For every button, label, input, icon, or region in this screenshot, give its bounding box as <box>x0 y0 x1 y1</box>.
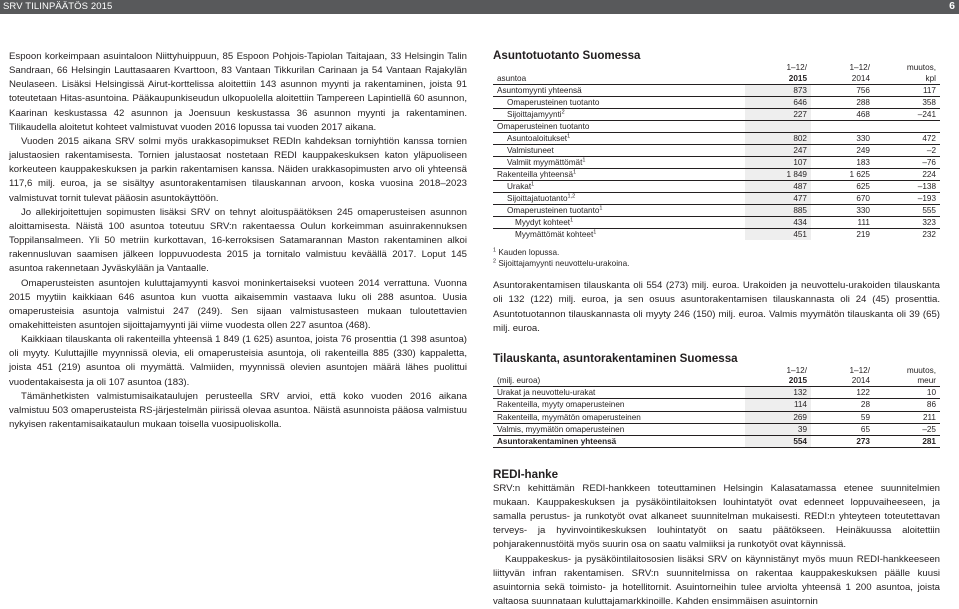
value-2014: 273 <box>811 435 874 447</box>
redi-paragraph: SRV:n kehittämän REDI-hankkeen toteuttaminen Helsingin Kalasatamassa etenee suunnitelmien mukaan. Kauppakeskuksen ja pysäköintilaitoksen louhintatyöt ovat edenneet loppuvaiheeseen, ja samalla perustus- ja runkotyöt ovat alkaneet suunnitelman mukaisesti. REDI:n yhteyteen toteutettavan terveys- ja hyvinvointikeskuksen louhintatyöt on saatu päätökseen. Heinäkuussa aloitettiin pohjarakennustöitä myös suurin osa on saatu valmiiksi ja runkotyöt ovat käynnissä. <box>493 482 940 551</box>
column-header: muutos, <box>906 63 936 72</box>
production-table <box>493 63 940 240</box>
table-row <box>493 84 940 96</box>
value-2014: 219 <box>811 229 874 241</box>
value-2015: 247 <box>745 144 811 156</box>
row-label: Sijoittajatuotanto$^{1,2}$ <box>493 192 745 204</box>
column-header: kpl <box>874 74 940 85</box>
value-2014: 625 <box>811 180 874 192</box>
row-label: Omaperusteinen tuotanto <box>493 120 745 132</box>
redi-title: REDI-hanke <box>493 467 559 481</box>
value-2014: 330 <box>811 204 874 216</box>
table-row <box>493 399 940 411</box>
table-header-row <box>493 74 940 85</box>
column-header: asuntoa <box>493 74 745 85</box>
table-row <box>493 217 940 229</box>
table-row <box>493 144 940 156</box>
row-label: Myymättömät kohteet$^1$ <box>493 229 745 241</box>
value-2014: 288 <box>811 96 874 108</box>
column-header: 2015 <box>745 74 811 85</box>
value-2014: 28 <box>811 399 874 411</box>
value-2015: 554 <box>745 435 811 447</box>
table-header-row <box>493 63 940 74</box>
value-change: –138 <box>874 180 940 192</box>
value-2014: 249 <box>811 144 874 156</box>
value-change: –76 <box>874 156 940 168</box>
row-label: Myydyt kohteet$^1$ <box>493 217 745 229</box>
paragraph: Espoon korkeimpaan asuintaloon Niittyhuippuun, 85 Espoon Pohjois-Tapiolan Taitajaan, 33 Helsingin Talin Sandraan, 66 Helsingin Lauttasaaren Kvarttoon, 83 Vantaan Tikkurilan Carinaan ja 54 Vantaan Rajakylän Neulaseen. Lisäksi Helsingissä Airut-korttelissa aloitettiin 143 asunnon myynti ja rakentaminen, joista 91 toteutetaan Hitas-asuntoina. Pääkaupunkiseudun ulkopuolella aloitettiin Tampereen Lapintiellä 60 asunnon, Kaarinan keskustassa 42 asunnon ja Joensuun keskustassa 36 asunnon myynti ja rakentaminen. Tilikaudella aloitetut kohteet valmistuvat vuoden 2016 lopussa tai vuoden 2017 aikana. <box>9 51 467 133</box>
value-change: 472 <box>874 132 940 144</box>
table-row <box>493 192 940 204</box>
footnote-mark: 2 <box>493 258 497 265</box>
row-label: Omaperusteinen tuotanto$^1$ <box>493 204 745 216</box>
paragraph: Jo allekirjoitettujen sopimusten lisäksi SRV on tehnyt aloituspäätöksen 245 omaperusteisen asunnon aloittamisesta. Näistä 100 asuntoa toteutuu SRV:n rakentaessa Oulun korkeimman asuinrakennuksen Toppilansalmeen. Yli 50 metriin kurkottavan, 16-kerroksisen Satamarannan Maston rakentaminen alkoi rakennusluvan saamisen jälkeen loppuvuodesta 2015 ja tornitalo valmistuu keväällä 2017. Loput 145 asuntoa rakennetaan Jyväskylään ja Vantaalle. <box>9 206 467 275</box>
left-column <box>9 50 467 432</box>
column-header: 1–12/ <box>786 365 807 375</box>
value-change: 211 <box>874 411 940 423</box>
paragraph: Omaperusteisten asuntojen kuluttajamyynti kasvoi moninkertaiseksi vuoteen 2014 verrattuna. Vuonna 2015 myytiin kaikkiaan 646 asuntoa kun vuotta aikaisemmin vastaava luku oli 288 asuntoa. Uusia omaperusteisia asuntoja valmistui 247 (249). Sen sijaan valmistusasteen mukaan tuloutettavien omakehitteisten asuntojen sijoittajamyynti jäi viime vuodesta ollen 227 asuntoa (468). <box>9 277 467 331</box>
column-header: meur <box>874 376 940 387</box>
row-label: Asuntorakentaminen yhteensä <box>493 435 745 447</box>
footnote-mark: 1 <box>531 181 535 188</box>
value-2015: 1 849 <box>745 168 811 180</box>
value-2015: 114 <box>745 399 811 411</box>
value-2014: 183 <box>811 156 874 168</box>
footnote-mark: 1 <box>493 247 497 254</box>
table-row <box>493 411 940 423</box>
footnote-mark: 1 <box>582 157 586 164</box>
table-row <box>493 96 940 108</box>
column-header: 1–12/ <box>849 63 870 72</box>
value-2015 <box>745 120 811 132</box>
table-row <box>493 387 940 399</box>
table-row <box>493 120 940 132</box>
value-2014: 111 <box>811 217 874 229</box>
column-header: (milj. euroa) <box>493 376 745 387</box>
table-row <box>493 229 940 241</box>
value-2014 <box>811 120 874 132</box>
value-2014: 1 625 <box>811 168 874 180</box>
footnote-mark: 1 <box>573 169 577 176</box>
value-change: 555 <box>874 204 940 216</box>
value-2015: 39 <box>745 423 811 435</box>
value-2014: 330 <box>811 132 874 144</box>
table-row <box>493 204 940 216</box>
redi-paragraph: Kauppakeskus- ja pysäköintilaitososien lisäksi SRV on käynnistänyt myös muun REDI-hankkeeseen liittyvän infran rakentamisen. SRV:n suunnitelmissa on rakentaa kauppakeskuksen päälle kuusi asuintornia sekä toimisto- ja hotellitornit. Asuintorneihin tulee arviolta yhteensä 1 200 asuntoa, joista valtaosa suunnataan kuluttajamarkkinoille. Kahden ensimmäisen asuintornin <box>493 553 940 608</box>
footnote-mark: 1 <box>599 205 603 212</box>
row-label: Asuntomyynti yhteensä <box>497 85 582 95</box>
table-row <box>493 180 940 192</box>
value-2014: 65 <box>811 423 874 435</box>
column-header: 1–12/ <box>849 365 870 375</box>
footnote: $^2$ Sijoittajamyynti neuvottelu-urakoina. <box>493 258 630 269</box>
paragraph: Kaikkiaan tilauskanta oli rakenteilla yhteensä 1 849 (1 625) asuntoa, joista 76 prosenttia (1 398 asuntoa) oli myyty. Kuluttajille myynnissä olevia, eli omaperusteisia asuntoja, oli rakenteilla 885 (330) kappaletta, joista 451 (219) asuntoa oli myymättä. Valmiiden, myynnissä olevien asuntojen määrä lähes puolittui vuodentakaisesta ja oli 107 asuntoa (183). <box>9 334 467 388</box>
table-row <box>493 156 940 168</box>
value-change <box>874 120 940 132</box>
row-label: Valmis, myymätön omaperusteinen <box>493 423 745 435</box>
order-table <box>493 366 940 448</box>
table-header-row <box>493 376 940 387</box>
value-2015: 885 <box>745 204 811 216</box>
row-label: Valmiit myymättömät$^1$ <box>493 156 745 168</box>
value-change: 281 <box>874 435 940 447</box>
total-row <box>493 435 940 447</box>
value-2015: 434 <box>745 217 811 229</box>
row-label: Sijoittajamyynti$^2$ <box>493 108 745 120</box>
column-header: 1–12/ <box>786 63 807 72</box>
order-table-title: Tilauskanta, asuntorakentaminen Suomessa <box>493 351 738 365</box>
value-2014: 59 <box>811 411 874 423</box>
value-change: 10 <box>926 388 936 398</box>
value-change: 117 <box>922 85 936 95</box>
page-number: 6 <box>949 0 955 12</box>
value-2015: 132 <box>745 387 811 399</box>
paragraph: Tämänhetkisten valmistumisaikataulujen perusteella SRV arvioi, että koko vuoden 2016 aikana valmistuu 503 omaperusteista RS-järjestelmän piirissä olevaa asuntoa. Näistä asunnoista pääosa valmistuu nykyisen rakentamisaikataulun mukaan toisella vuosipuoliskolla. <box>9 390 467 431</box>
value-2014: 468 <box>811 108 874 120</box>
table-row <box>493 108 940 120</box>
row-label: Urakat$^1$ <box>493 180 745 192</box>
row-label: Rakenteilla, myymätön omaperusteinen <box>493 411 745 423</box>
value-2015: 873 <box>745 84 811 96</box>
value-2015: 451 <box>745 229 811 241</box>
value-2015: 227 <box>745 108 811 120</box>
value-change: 86 <box>874 399 940 411</box>
value-change: –25 <box>874 423 940 435</box>
value-change: –2 <box>874 144 940 156</box>
row-label: Rakenteilla, myyty omaperusteinen <box>493 399 745 411</box>
footnote: $^1$ Kauden lopussa. <box>493 247 560 258</box>
value-change: –241 <box>874 108 940 120</box>
column-header: muutos, <box>906 365 936 375</box>
column-header: 2014 <box>811 376 874 387</box>
column-header: 2014 <box>811 74 874 85</box>
right-column <box>493 48 940 609</box>
value-2014: 670 <box>811 192 874 204</box>
header-bar <box>0 0 959 14</box>
row-label: Valmistuneet <box>493 144 745 156</box>
value-change: 232 <box>874 229 940 241</box>
value-2015: 646 <box>745 96 811 108</box>
value-2015: 107 <box>745 156 811 168</box>
production-table-title: Asuntotuotanto Suomessa <box>493 49 641 62</box>
row-label: Omaperusteinen tuotanto <box>493 96 745 108</box>
row-label: Asuntoaloitukset$^1$ <box>493 132 745 144</box>
footnote-mark: 1 <box>567 132 571 139</box>
value-change: 224 <box>874 168 940 180</box>
value-change: 358 <box>874 96 940 108</box>
footnote-mark: 1 <box>570 217 574 224</box>
column-header <box>493 63 745 74</box>
value-2015: 269 <box>745 411 811 423</box>
value-change: 323 <box>874 217 940 229</box>
value-2015: 802 <box>745 132 811 144</box>
footnote-mark: 1,2 <box>567 193 576 200</box>
order-paragraph: Asuntorakentamisen tilauskanta oli 554 (273) milj. euroa. Urakoiden ja neuvottelu-urakoiden tilauskanta oli 132 (122) milj. euroa, ja sen osuus asuntorakentamisen tilauskannasta oli 24 (45) prosenttia. Asuntotuotannon tilauskannasta oli myyty 246 (150) milj. euroa. Valmis myymätön tilauskanta oli 39 (65) milj. euroa. <box>493 280 940 334</box>
value-2015: 487 <box>745 180 811 192</box>
footnotes <box>493 247 940 269</box>
row-label: Rakenteilla yhteensä$^1$ <box>493 168 745 180</box>
table-row <box>493 423 940 435</box>
row-label: Urakat ja neuvottelu-urakat <box>497 388 596 398</box>
value-change: –193 <box>874 192 940 204</box>
table-row <box>493 132 940 144</box>
paragraph: Vuoden 2015 aikana SRV solmi myös urakkasopimukset REDIn kahdeksan torniyhtiön kanssa tornien jalustaosien rakentamisesta. Tornien jalustaosat nostetaan REDI kauppakeskuksen katon yläpuoliseen korkeuteen kauppakeskuksen ja parkin rakentamisen kanssa. Näiden urakkasopimusten arvo oli yhteensä 117,6 milj. euroa, ja se sisältyy asuntorakentamisen tilauskannan arvoon, koska vuosina 2018–2023 valmistuvat tornit tulevat pääosin asuntokäyttöön. <box>9 135 467 204</box>
value-2014: 122 <box>856 388 870 398</box>
value-2014: 756 <box>856 85 870 95</box>
column-header <box>493 366 745 377</box>
value-2015: 477 <box>745 192 811 204</box>
column-header: 2015 <box>745 376 811 387</box>
table-row <box>493 168 940 180</box>
table-header-row <box>493 366 940 377</box>
footnote-mark: 2 <box>561 108 565 115</box>
footnote-mark: 1 <box>593 229 597 236</box>
report-title: SRV TILINPÄÄTÖS 2015 <box>3 1 113 12</box>
